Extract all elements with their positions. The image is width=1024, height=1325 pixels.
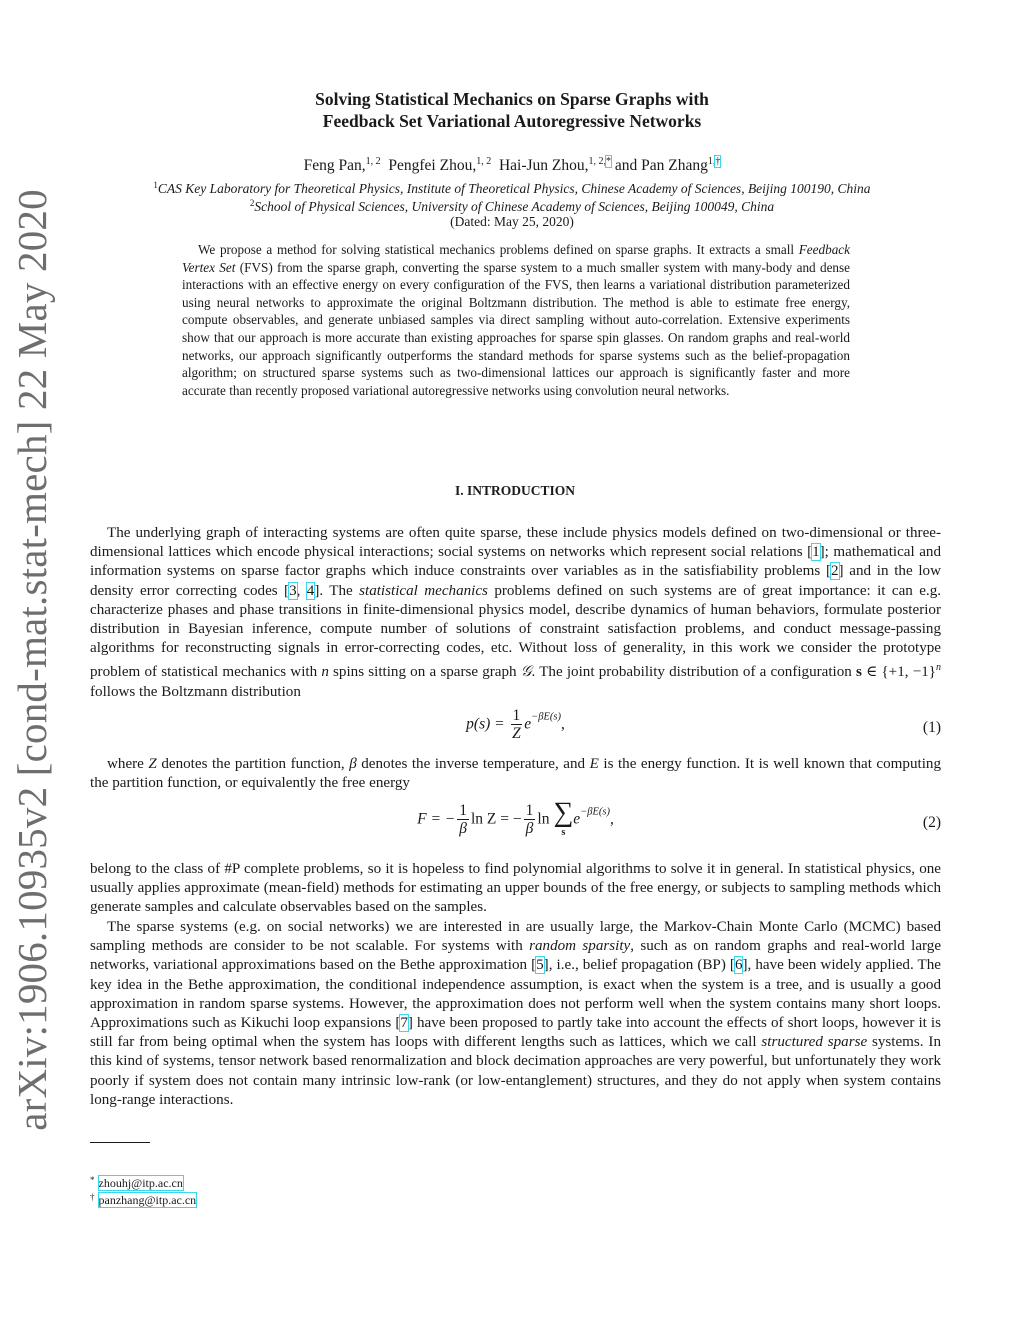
text: , such as on random graphs and real-world large networks, variational approximations based on the Bethe approximation [: [90, 938, 942, 974]
equation-1: [90, 707, 941, 749]
intro-paragraph-3: belong to the class of #P complete problems, so it is hopeless to find polynomial algorithms to solve it in general. In statistical physics, one usually applies approximate (mean-field) methods for estimating an upper bounds of the free energy, or subjects to sampling methods which generate samples and calculate observables based on the samples.: [90, 861, 941, 916]
text: systems. In this kind of systems, tensor network based renormalization and block decimation approaches are very powerful, but unfortunately they work poorly if system does not contain many intrinsic low-rank (or low-entanglement) structures, and they do not apply when system contains long-range interactions.: [90, 1034, 941, 1108]
eq1-fraction: [511, 707, 523, 743]
title-line-2: Feedback Set Variational Autoregressive Networks: [322, 111, 702, 131]
affiliation-2-num: 2: [249, 198, 255, 208]
author-affil-sup: 1, 2: [476, 156, 492, 167]
eq2-denominator: β: [459, 820, 467, 837]
eq2-exponent: −βE(s): [580, 806, 610, 818]
math-var: Z: [148, 756, 157, 772]
title-line-1: Solving Statistical Mechanics on Sparse Graphs with: [315, 89, 709, 109]
affiliation-2-text: School of Physical Sciences, University of Chinese Academy of Sciences, Beijing 100049, China: [254, 199, 775, 214]
affiliation-1: [0, 177, 1024, 197]
intro-paragraph-1: [90, 524, 941, 702]
sum-symbol: ∑: [553, 797, 574, 828]
text: ] and in the low density error correcting codes [: [90, 563, 941, 599]
intro-paragraph-4: [90, 918, 941, 1110]
abstract: [182, 241, 850, 399]
footnote-divider: [90, 1142, 150, 1143]
author-feng-pan: Feng Pan,: [303, 157, 366, 174]
math-var: β: [349, 756, 357, 772]
author-pengfei-zhou: Pengfei Zhou,: [388, 157, 477, 174]
abstract-emphasis: Feedback Vertex Set: [182, 242, 850, 275]
citation-link[interactable]: 1: [812, 544, 820, 561]
text: denotes the inverse temperature, and: [356, 756, 590, 772]
eq2-ln: ln: [537, 810, 550, 828]
text: The underlying graph of interacting systems are often quite sparse, these include physics models defined on two-dimensional or three-dimensional lattices which encode physical interactions; social systems on networks which represent social relations [: [90, 525, 941, 561]
text: . The joint probability distribution of a configuration: [531, 664, 857, 681]
dated-line: (Dated: May 25, 2020): [450, 214, 574, 229]
text: where: [107, 756, 149, 772]
abstract-text: (FVS) from the sparse graph, converting the sparse system to a much smaller system with many-body and dense interactions with an effective energy on every configuration of the FVS, then learns a variational distribution parameterized using neural networks to approximate the original Boltzmann distribution. The method is able to estimate free energy, compute observables, and generate unbiased samples via direct sampling without auto-correlation. Extensive experiments show that our approach is more accurate than existing approaches for sparse spin glasses. On random graphs and real-world networks, our approach significantly outperforms the standard methods for sparse systems such as the belief-propagation algorithm; on structured sparse systems such as two-dimensional lattices our approach is significantly faster and more accurate than recently proposed variational autoregressive networks using convolution neural networks.: [182, 259, 851, 398]
author-pan-zhang: and Pan Zhang: [614, 157, 708, 174]
footnote-link-dagger[interactable]: †: [715, 156, 721, 167]
text: problems defined on such systems are of great importance: it can e.g. characterize phases and phase transitions in finite-dimensional physics model, describe dynamics of human behaviors, formulate posterior distribution in Bayesian inference, compute number of solutions of constraint satisfaction problems, and conduct message-passing algorithms for reconstructing signals in error-correcting codes, etc. Without loss of generality, in this work we consider the prototype problem of statistical mechanics with: [90, 582, 942, 681]
eq2-tail: ,: [610, 810, 614, 828]
author-haijun-zhou: Hai-Jun Zhou,: [498, 157, 589, 174]
author-affil-sup: 1, 2,: [588, 156, 606, 167]
citation-link[interactable]: 7: [400, 1015, 408, 1032]
math-sup: n: [936, 662, 941, 674]
citation-link[interactable]: 5: [536, 957, 544, 974]
eq2-numerator: 1: [525, 802, 534, 819]
eq1-denominator: Z: [512, 725, 521, 742]
math-var: s: [856, 664, 862, 681]
footnote-marker: †: [90, 1192, 95, 1202]
arxiv-identifier: arXiv:1906.10935v2 [cond-mat.stat-mech] 22 May 2020: [9, 189, 55, 1131]
eq2-middle: ln Z = −: [471, 810, 522, 828]
eq1-numerator: 1: [512, 707, 521, 724]
equation-1-number: (1): [922, 719, 941, 736]
email-link-panzhang[interactable]: panzhang@itp.ac.cn: [98, 1193, 197, 1207]
paper-title: [0, 88, 1024, 132]
affiliation-1-num: 1: [153, 180, 158, 190]
math-var: 𝒢: [520, 664, 532, 681]
eq2-summation: [553, 797, 574, 840]
abstract-text: We propose a method for solving statistical mechanics problems defined on sparse graphs. It extracts a small: [198, 242, 799, 257]
email-link-zhouhj[interactable]: zhouhj@itp.ac.cn: [98, 1176, 183, 1190]
author-affil-sup: 1,: [707, 156, 716, 167]
footnote-link-star[interactable]: *: [606, 156, 611, 167]
intro-paragraph-2: [90, 755, 941, 793]
author-affil-sup: 1, 2: [365, 156, 381, 167]
equation-2: [90, 797, 941, 850]
text: ], i.e., belief propagation (BP) [: [543, 957, 735, 974]
arxiv-sidebar-stamp: [4, 189, 60, 1131]
text: follows the Boltzmann distribution: [90, 683, 301, 700]
footnote-marker: *: [90, 1175, 95, 1185]
eq2-fraction-1: [457, 802, 469, 838]
eq2-lhs: F = −: [417, 810, 456, 828]
eq1-exp-base: e: [524, 715, 532, 733]
text: ∈ {+1, −1}: [861, 664, 936, 681]
eq2-fraction-2: [524, 802, 536, 838]
sum-subscript: s: [561, 827, 566, 838]
text: is the energy function. It is well known that computing the partition function, or equivalently the free energy: [90, 756, 941, 792]
affiliation-2: [0, 195, 1024, 215]
eq2-numerator: 1: [459, 802, 467, 819]
section-heading: I. INTRODUCTION: [454, 483, 576, 498]
text: ]. The: [314, 582, 360, 599]
citation-link[interactable]: 6: [734, 957, 743, 974]
citation-link[interactable]: 4: [306, 582, 315, 599]
math-var: n: [321, 664, 329, 681]
eq2-denominator: β: [525, 820, 534, 837]
eq1-lhs: p(s) =: [466, 715, 505, 733]
text: spins sitting on a sparse graph: [328, 664, 521, 681]
affiliation-1-text: CAS Key Laboratory for Theoretical Physics, Institute of Theoretical Physics, Chinese Academy of Sciences, Beijing 100190, China: [157, 181, 871, 196]
footnote-1: [90, 1173, 183, 1191]
equation-2-number: (2): [922, 814, 941, 831]
eq1-exponent: −βE(s): [531, 711, 561, 723]
author-list: [0, 152, 1024, 176]
emphasis: structured sparse: [761, 1034, 868, 1051]
emphasis: statistical mechanics: [359, 582, 488, 599]
eq2-exp-base: e: [573, 810, 581, 828]
text: ] have been proposed to partly take into account the effects of short loops, however it is still far from being optimal when the system has loops with different lengths such as lattices, which we call: [90, 1015, 941, 1051]
text: ,: [296, 582, 307, 599]
emphasis: random sparsity: [529, 938, 631, 955]
equation-1-body: [90, 707, 941, 743]
math-var: E: [589, 756, 599, 772]
eq1-tail: ,: [560, 715, 565, 733]
text: ], have been widely applied. The key idea in the Bethe approximation, the conditional independence assumption, is exact when the system is a tree, and is usually a good approximation in random sparse systems. However, the approximation does not perform well when the system contains many short loops. Approximations such as Kikuchi loop expansions [: [90, 957, 941, 1032]
text: The sparse systems (e.g. on social networks) we are interested in are usually large, the Markov-Chain Monte Carlo (MCMC) based sampling methods are consider to be not scalable. For systems with: [90, 919, 941, 955]
citation-link[interactable]: 2: [830, 563, 839, 580]
equation-2-body: [90, 797, 941, 840]
text: denotes the partition function,: [156, 756, 350, 772]
footnote-2: [90, 1190, 196, 1208]
text: ]; mathematical and information systems on sparse factor graphs which induce constraints over variables as in the satisfiability problems [: [90, 544, 941, 580]
citation-link[interactable]: 3: [289, 582, 297, 599]
